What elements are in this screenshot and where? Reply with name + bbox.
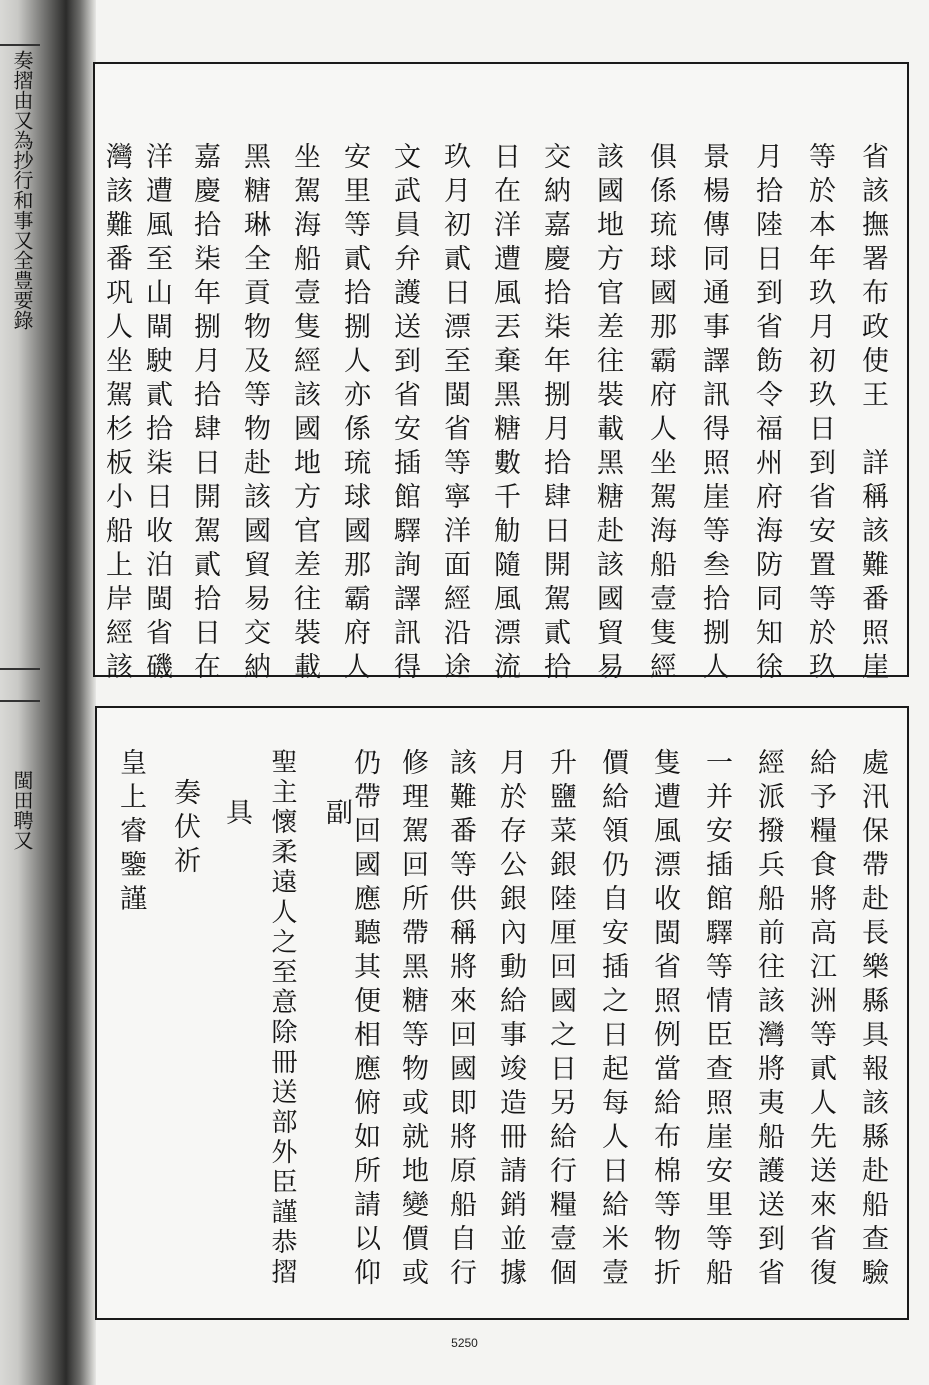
text-column: 安里等貳拾捌人亦係琉球國那霸府人 <box>339 142 370 686</box>
text-column: 等於本年玖月初玖日到省安置等於玖 <box>804 142 835 686</box>
text-column: 該難番等供稱將來回國即將原船自行 <box>445 748 476 1292</box>
page-number: 5250 <box>451 1336 478 1350</box>
text-column: 隻遭風漂收閩省照例當給布棉等物折 <box>649 748 680 1292</box>
text-column: 修理駕回所帶黑糖等物或就地變價或 <box>397 748 428 1292</box>
text-column: 日在洋遭風丟棄黑糖數千觔隨風漂流 <box>489 142 520 686</box>
text-column: 升鹽菜銀陸厘回國之日另給行糧壹個 <box>545 748 576 1292</box>
text-column: 一并安插館驛等情臣查照崖安里等船 <box>701 748 732 1292</box>
gutter-rule-middle <box>0 668 40 670</box>
text-column: 俱係琉球國那霸府人坐駕海船壹隻經 <box>645 142 676 686</box>
text-column: 月於存公銀內動給事竣造冊請銷並據 <box>495 748 526 1292</box>
text-column-short: 具 <box>221 798 252 832</box>
text-column: 交納嘉慶拾柒年捌月拾肆日開駕貳拾 <box>539 142 570 686</box>
text-column: 文武員弁護送到省安插館驛詢譯訊得 <box>389 142 420 686</box>
text-column-short: 副 <box>321 798 352 832</box>
text-column: 玖月初貳日漂至閩省等寧洋面經沿途 <box>439 142 470 686</box>
text-column: 給予糧食將高江洲等貳人先送來省復 <box>805 748 836 1292</box>
adjacent-page-text-bottom: 閩田聘又 <box>10 770 34 850</box>
text-column: 坐駕海船壹隻經該國地方官差往裝載 <box>289 142 320 686</box>
text-column: 嘉慶拾柒年捌月拾肆日開駕貳拾日在 <box>189 142 220 686</box>
text-column: 處汛保帶赴長樂縣具報該縣赴船查驗 <box>857 748 888 1292</box>
text-column: 該國地方官差往裝載黑糖赴該國貿易 <box>592 142 623 686</box>
text-column-elevated: 聖主懷柔遠人之至意除冊送部外臣謹恭摺 <box>267 748 297 1288</box>
text-column: 景楊傳同通事譯訊得照崖等叁拾捌人 <box>698 142 729 686</box>
text-column: 灣該難番巩人坐駕杉板小船上岸經該 <box>101 142 132 686</box>
text-column-short: 皇上睿鑒謹 <box>115 748 146 918</box>
text-column: 價給領仍自安插之日起每人日給米壹 <box>597 748 628 1292</box>
text-column-short: 奏伏祈 <box>169 778 200 880</box>
gutter-rule-middle-2 <box>0 700 40 702</box>
binding-gutter <box>0 0 96 1385</box>
text-column: 省該撫署布政使王 詳稱該難番照崖 <box>857 142 888 686</box>
text-column: 經派撥兵船前往該灣將夷船護送到省 <box>753 748 784 1292</box>
gutter-rule-top <box>0 44 40 46</box>
text-column: 仍帶回國應聽其便相應俯如所請以仰 <box>349 748 380 1292</box>
adjacent-page-text-top: 奏摺由又為抄行和事又全豊要錄 <box>10 50 34 330</box>
text-column: 黑糖琳全貢物及等物赴該國貿易交納 <box>239 142 270 686</box>
text-column: 洋遭風至山閘駛貳拾柒日收泊閩省磯 <box>141 142 172 686</box>
bottom-page-frame <box>95 706 909 1320</box>
top-page-frame <box>93 62 909 686</box>
text-column: 月拾陸日到省飭令福州府海防同知徐 <box>751 142 782 686</box>
